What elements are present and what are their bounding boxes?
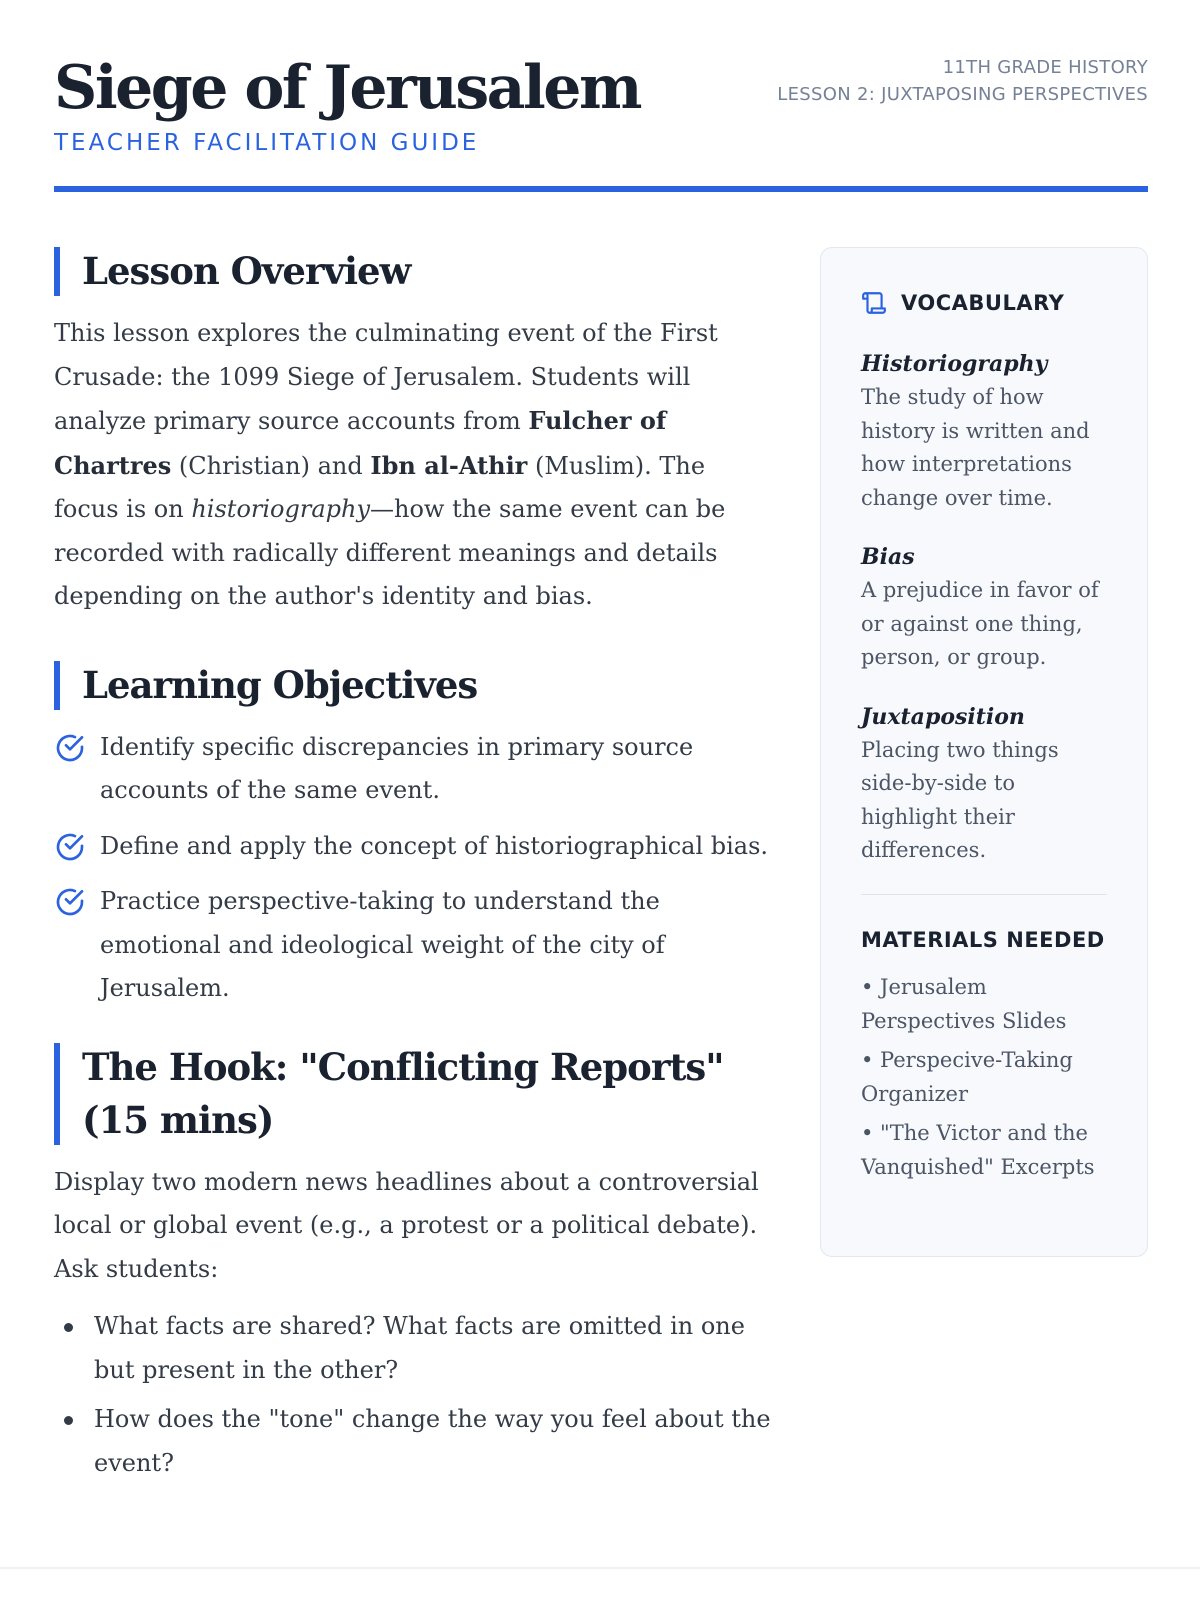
question-item: What facts are shared? What facts are omitted in one but present in the other?	[54, 1305, 774, 1392]
term-name: Bias	[861, 544, 915, 570]
objective-item	[54, 825, 774, 869]
question-item: How does the "tone" change the way you feel about the event?	[54, 1398, 774, 1485]
header-divider	[54, 186, 1148, 192]
material-item: • Jerusalem Perspectives Slides	[861, 975, 1067, 1033]
check-circle-icon	[54, 732, 86, 764]
footer-divider	[0, 1567, 1200, 1569]
overview-text: (Muslim). The focus is on	[54, 451, 706, 523]
vocabulary-header	[861, 288, 1107, 318]
lesson-overview-section	[54, 245, 774, 619]
objective-item	[54, 726, 774, 813]
section-heading: The Hook: "Conflicting Reports" (15 mins)	[54, 1041, 774, 1147]
main-content	[54, 245, 774, 1491]
check-circle-icon	[54, 831, 86, 863]
objective-text: Practice perspective-taking to understand the emotional and ideological weight of the city of Jerusalem.	[100, 887, 665, 1002]
check-circle-icon	[54, 886, 86, 918]
page-subtitle: TEACHER FACILITATION GUIDE	[54, 130, 480, 156]
objective-text: Define and apply the concept of historiographical bias.	[100, 831, 769, 860]
section-heading: Lesson Overview	[54, 245, 774, 298]
section-heading: Learning Objectives	[54, 659, 774, 712]
page-header	[54, 52, 1148, 192]
sidebar-divider	[861, 894, 1107, 896]
material-item: • "The Victor and the Vanquished" Excerpts	[861, 1121, 1095, 1179]
materials-heading: MATERIALS NEEDED	[861, 928, 1105, 952]
lesson-page	[54, 0, 1148, 1600]
materials-list	[861, 971, 1107, 1184]
objective-item	[54, 880, 774, 1011]
objective-text: Identify specific discrepancies in primary source accounts of the same event.	[100, 732, 694, 804]
overview-text: —how the same event can be recorded with radically different meanings and details depending on the author's identity and bias.	[54, 495, 726, 610]
vocabulary-list	[861, 348, 1107, 868]
objectives-list	[54, 726, 774, 1011]
emphasized-term: historiography	[191, 495, 371, 523]
page-title: Siege of Jerusalem	[54, 53, 640, 123]
term-definition: The study of how history is written and how interpretations change over time.	[861, 385, 1090, 510]
discussion-questions	[54, 1305, 774, 1485]
vocabulary-heading: VOCABULARY	[901, 291, 1065, 315]
material-item: • Perspecive-Taking Organizer	[861, 1048, 1073, 1106]
term-definition: Placing two things side-by-side to highlight their differences.	[861, 737, 1059, 862]
source-author-name: Fulcher of Chartres	[54, 406, 667, 480]
grade-label: 11TH GRADE HISTORY	[942, 57, 1148, 78]
vocab-term	[861, 701, 1107, 868]
overview-paragraph	[54, 312, 774, 619]
learning-objectives-section	[54, 659, 774, 1011]
sidebar-panel	[820, 247, 1148, 1257]
lesson-label: LESSON 2: JUXTAPOSING PERSPECTIVES	[777, 84, 1148, 105]
vocab-term	[861, 348, 1107, 515]
overview-text: This lesson explores the culminating event of the First Crusade: the 1099 Siege of Jerusalem. Students will analyze primary source accounts from	[54, 319, 718, 435]
term-name: Historiography	[861, 351, 1048, 377]
source-author-name: Ibn al-Athir	[370, 450, 528, 480]
hook-section	[54, 1041, 774, 1486]
term-name: Juxtaposition	[861, 703, 1025, 730]
scroll-icon	[861, 290, 887, 316]
term-definition: A prejudice in favor of or against one thing, person, or group.	[861, 578, 1099, 669]
overview-text: (Christian) and	[171, 451, 371, 480]
vocab-term	[861, 541, 1107, 675]
lesson-meta	[777, 54, 1148, 108]
hook-intro: Display two modern news headlines about a controversial local or global event (e.g., a protest or a political debate). Ask students:	[54, 1167, 759, 1283]
